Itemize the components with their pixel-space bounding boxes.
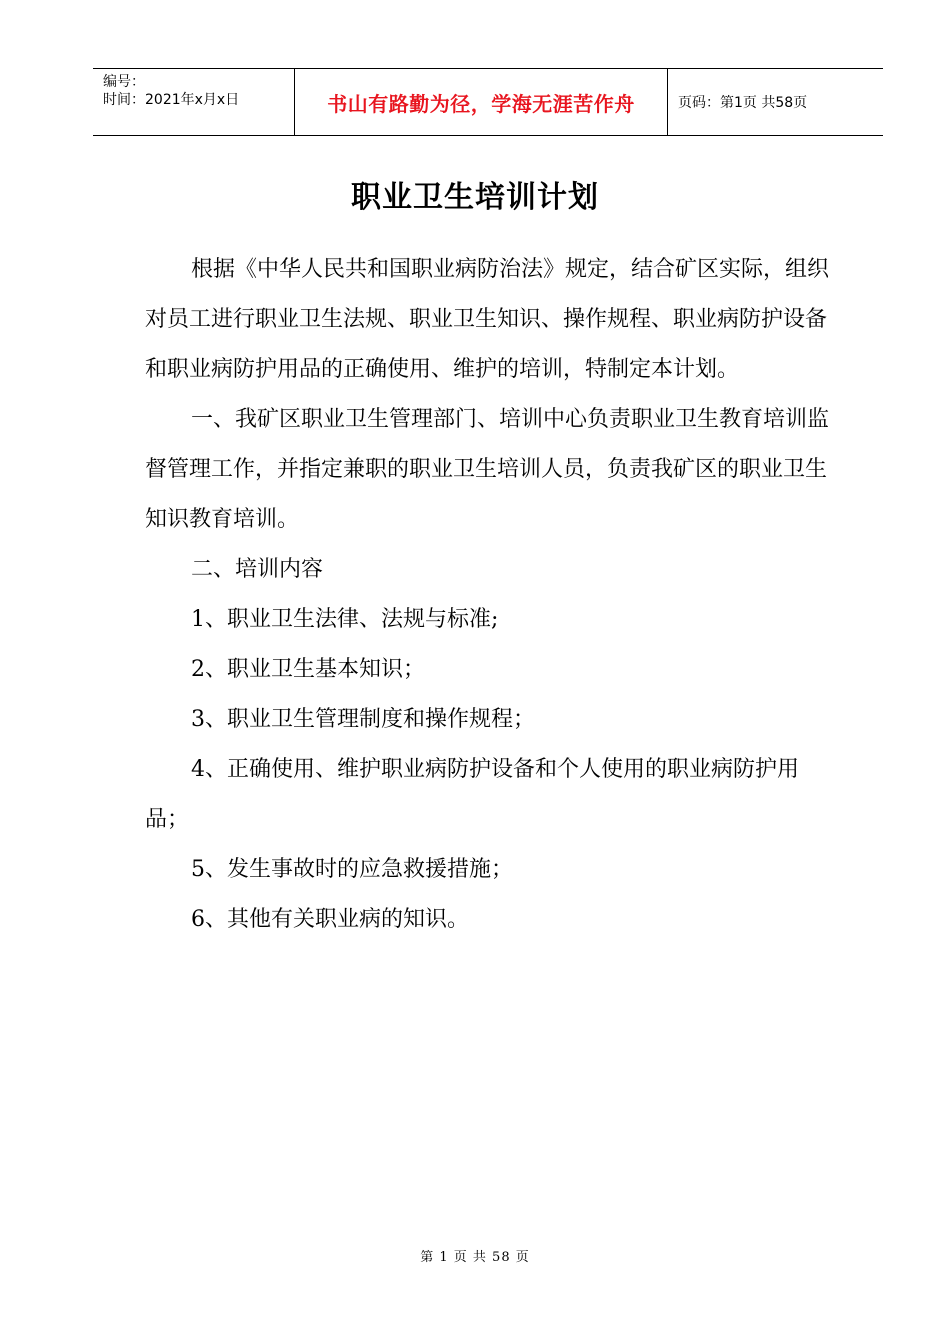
header-motto: 书山有路勤为径，学海无涯苦作舟 [327,91,635,116]
list-item: 4、正确使用、维护职业病防护设备和个人使用的职业病防护用品； [145,757,799,832]
header-meta-cell [93,69,295,135]
list-item: 1、职业卫生法律、法规与标准; [191,607,499,632]
document-time-label: 时间：2021年x月x日 [103,92,240,108]
list-item: 3、职业卫生管理制度和操作规程； [191,707,535,732]
list-item: 5、发生事故时的应急救援措施； [191,857,513,882]
list-item: 6、其他有关职业病的知识。 [191,907,469,932]
intro-paragraph: 根据《中华人民共和国职业病防治法》规定，结合矿区实际，组织对员工进行职业卫生法规、职业卫生知识、操作规程、职业病防护设备和职业病防护用品的正确使用、维护的培训，特制定本计划。 [145,257,830,382]
header-page-info: 页码：第1页 共58页 [678,95,808,111]
list-item: 2、职业卫生基本知识； [191,657,425,682]
section-1-paragraph: 一、我矿区职业卫生管理部门、培训中心负责职业卫生教育培训监督管理工作，并指定兼职的职业卫生培训人员，负责我矿区的职业卫生知识教育培训。 [145,407,830,532]
header-motto-cell [295,69,668,135]
header-page-cell [668,69,883,135]
document-body [145,245,835,945]
document-number-label: 编号： [103,74,145,90]
page-footer: 第 1 页 共 58 页 [420,1250,530,1265]
section-2-heading: 二、培训内容 [191,557,324,582]
document-header [93,68,883,136]
page-title: 职业卫生培训计划 [351,180,599,215]
